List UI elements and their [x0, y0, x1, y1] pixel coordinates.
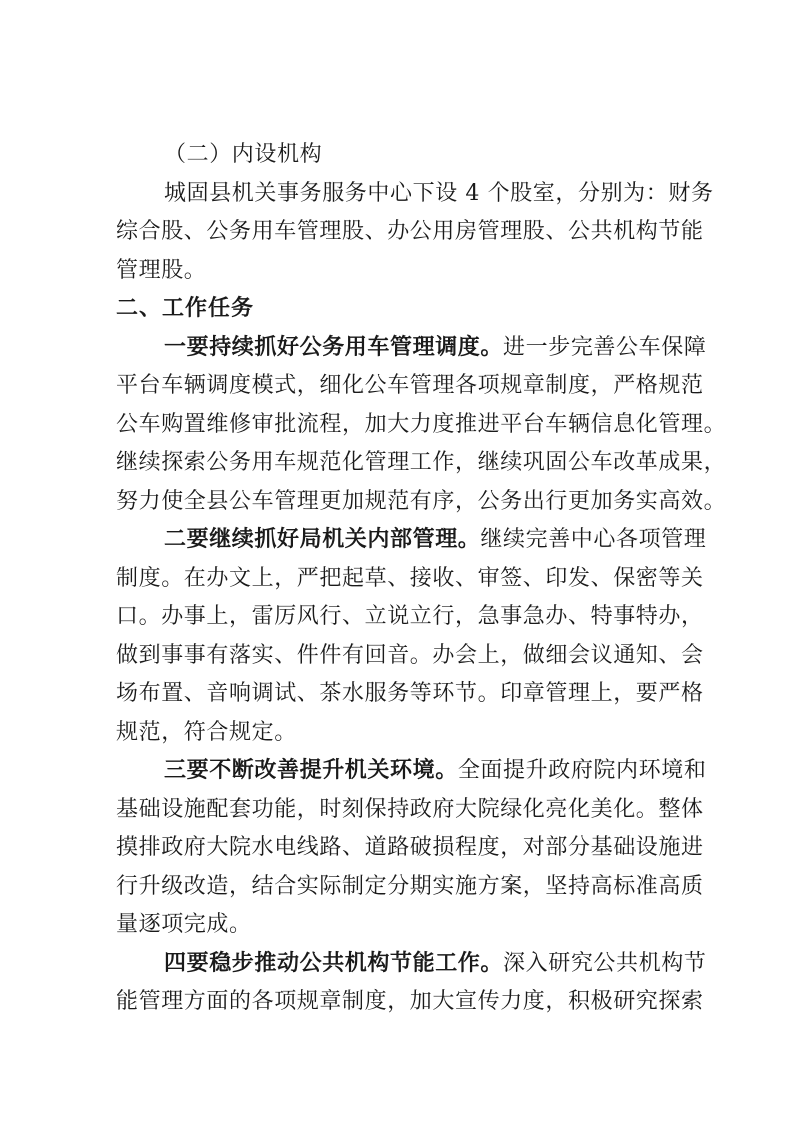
task-lead: 四要稳步推动公共机构节能工作。 — [164, 950, 504, 976]
paragraph-line: 场布置、音响调试、茶水服务等环节。印章管理上，要严格 — [116, 681, 704, 706]
paragraph-line: 继续探索公务用车规范化管理工作，继续巩固公车改革成果， — [116, 450, 727, 475]
paragraph-line: 量逐项完成。 — [116, 912, 252, 937]
task-lead: 二要继续抓好局机关内部管理。 — [164, 527, 481, 552]
paragraph-line: 做到事事有落实、件件有回音。办会上，做细会议通知、会 — [116, 642, 704, 668]
paragraph-line: 制度。在办文上，严把起草、接收、审签、印发、保密等关 — [116, 565, 704, 591]
paragraph-line: 管理股。 — [116, 257, 207, 283]
paragraph-line: 规范，符合规定。 — [116, 719, 297, 745]
task-lead: 三要不断改善提升机关环境。 — [164, 758, 458, 783]
task-paragraph-first-line — [116, 752, 707, 791]
task-text: 全面提升政府院内环境和 — [457, 758, 707, 783]
paragraph-line: 城固县机关事务服务中心下设 4 个股室，分别为：财务 — [164, 180, 714, 206]
paragraph-line: 口。办事上，雷厉风行、立说立行，急事急办、特事特办， — [116, 604, 704, 629]
task-text: 进一步完善公车保障 — [503, 334, 707, 360]
subsection-heading: （二）内设机构 — [164, 142, 323, 167]
paragraph-line: 综合股、公务用车管理股、办公用房管理股、公共机构节能 — [116, 219, 704, 244]
task-paragraph-first-line — [116, 521, 707, 560]
task-text: 深入研究公共机构节 — [503, 950, 707, 976]
paragraph-line: 行升级改造，结合实际制定分期实施方案，坚持高标准高质 — [116, 873, 704, 899]
paragraph-line: 平台车辆调度模式，细化公车管理各项规章制度，严格规范 — [116, 373, 704, 398]
task-paragraph-first-line — [116, 945, 707, 984]
paragraph-line: 摸排政府大院水电线路、道路破损程度，对部分基础设施进 — [116, 835, 704, 860]
section-heading: 二、工作任务 — [116, 296, 255, 321]
task-text: 继续完善中心各项管理 — [480, 527, 707, 552]
paragraph-line: 努力使全县公车管理更加规范有序，公务出行更加务实高效。 — [116, 488, 727, 514]
paragraph-line: 基础设施配套功能，时刻保持政府大院绿化亮化美化。整体 — [116, 796, 704, 822]
document-page — [116, 136, 727, 1022]
paragraph-line: 能管理方面的各项规章制度，加大宣传力度，积极研究探索 — [116, 989, 704, 1014]
task-paragraph-first-line — [116, 329, 707, 368]
task-lead: 一要持续抓好公务用车管理调度。 — [164, 334, 504, 360]
paragraph-line: 公车购置维修审批流程，加大力度推进平台车辆信息化管理。 — [116, 411, 727, 437]
